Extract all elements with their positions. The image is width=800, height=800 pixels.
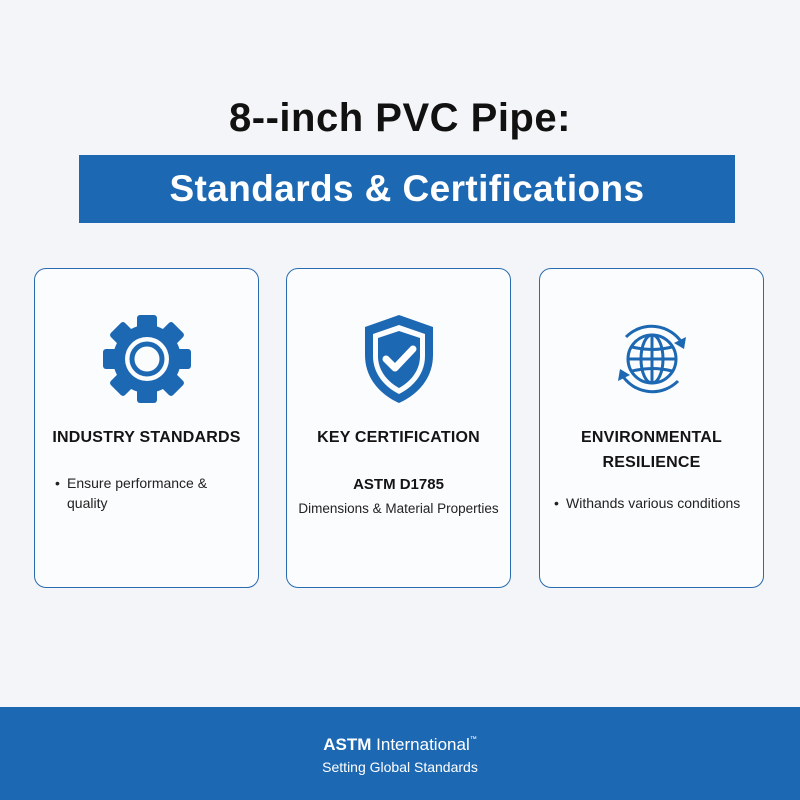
card-heading-line2: RESILIENCE xyxy=(602,454,701,471)
page-subtitle: Standards & Certifications xyxy=(169,168,645,209)
footer-bar xyxy=(0,707,800,800)
bullet-text: Ensure performance & quality xyxy=(67,475,208,511)
organization-name xyxy=(0,735,800,755)
trademark-symbol: ™ xyxy=(469,736,477,743)
bullet-text: Withands various conditions xyxy=(566,495,741,511)
card-heading-line1: ENVIRONMENTAL xyxy=(581,429,722,446)
card-bullet: • Withands various conditions xyxy=(554,493,759,513)
card-heading: INDUSTRY STANDARDS xyxy=(52,429,241,446)
subtitle-banner xyxy=(79,155,735,223)
gear-icon xyxy=(35,309,258,409)
certification-code: ASTM D1785 xyxy=(353,476,444,493)
card-key-certification xyxy=(286,268,511,588)
card-heading: KEY CERTIFICATION xyxy=(317,429,480,446)
globe-arrows-icon xyxy=(540,309,763,409)
card-bullet: • Ensure performance & quality xyxy=(55,473,250,513)
footer-tagline: Setting Global Standards xyxy=(322,759,478,775)
card-industry-standards xyxy=(34,268,259,588)
shield-check-icon xyxy=(287,309,510,409)
page-title: 8--inch PVC Pipe: xyxy=(229,96,571,140)
organization-name-rest: International xyxy=(371,735,470,754)
organization-name-bold: ASTM xyxy=(323,735,372,754)
card-environmental-resilience xyxy=(539,268,764,588)
certification-description: Dimensions & Material Properties xyxy=(298,501,499,516)
